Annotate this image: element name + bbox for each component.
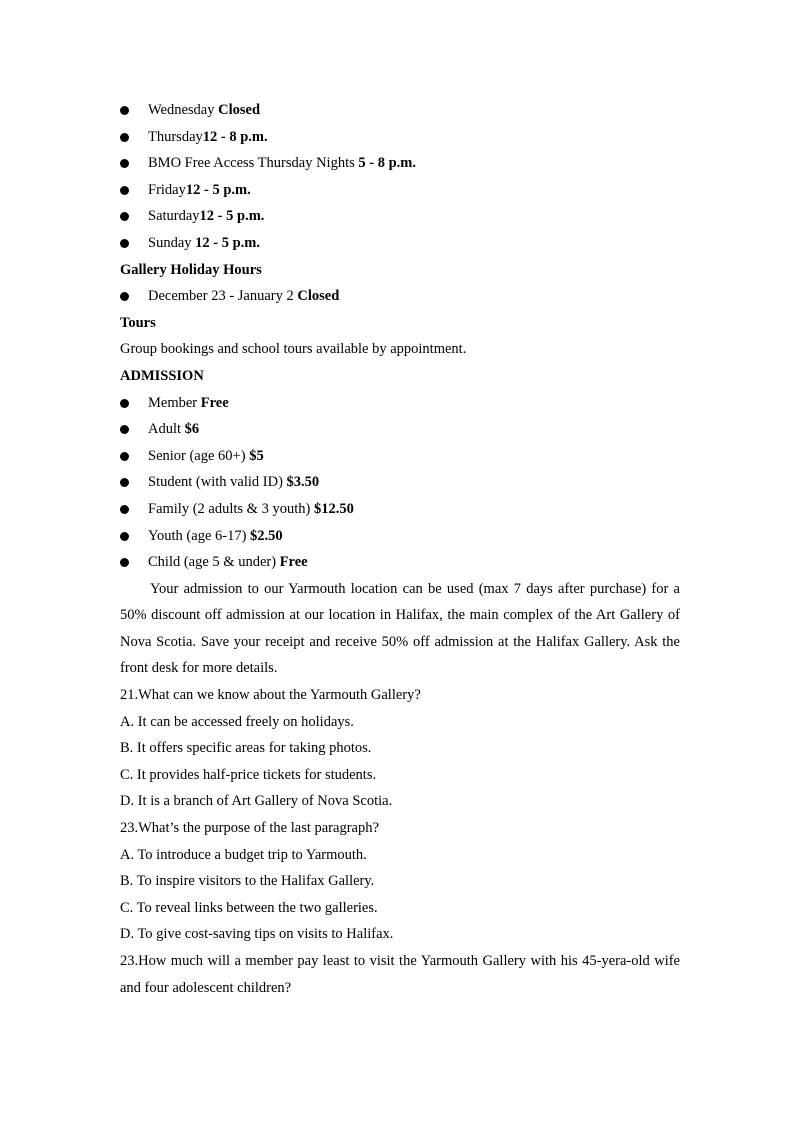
admission-item-youth (120, 523, 680, 550)
holiday-label: December 23 - January 2 (148, 288, 298, 305)
admission-label: Family (2 adults & 3 youth) (148, 500, 314, 517)
question-stem: 23.How much will a member pay least to visit the Yarmouth Gallery with his 45-yera-old wife and four adolescent children? (120, 953, 680, 996)
question-option-b: B. To inspire visitors to the Halifax Gallery. (120, 873, 375, 890)
hours-time: 12 - 5 p.m. (195, 234, 260, 251)
admission-price: $5 (249, 447, 264, 464)
question-option-d: D. To give cost-saving tips on visits to Halifax. (120, 926, 394, 943)
hours-day: BMO Free Access Thursday Nights (148, 155, 359, 172)
holiday-heading: Gallery Holiday Hours (120, 261, 262, 278)
admission-item-adult (120, 416, 680, 443)
question-23-purpose (120, 815, 680, 948)
admission-label: Adult (148, 421, 185, 438)
bullet-icon (120, 186, 129, 195)
bullet-icon (120, 478, 129, 487)
question-21 (120, 682, 680, 815)
hours-item-bmo-thursday-nights (120, 150, 680, 177)
admission-label: Student (with valid ID) (148, 474, 287, 491)
bullet-icon (120, 558, 129, 567)
holiday-item (120, 283, 680, 310)
bullet-icon (120, 425, 129, 434)
tours-text: Group bookings and school tours available by appointment. (120, 341, 467, 358)
admission-item-family (120, 496, 680, 523)
hours-item-sunday (120, 230, 680, 257)
admission-item-child (120, 549, 680, 576)
hours-item-thursday (120, 124, 680, 151)
question-23-cost (120, 948, 680, 1001)
admission-price: $12.50 (313, 500, 354, 517)
admission-label: Child (age 5 & under) (148, 554, 280, 571)
hours-day: Saturday (148, 208, 200, 225)
bullet-icon (120, 239, 129, 248)
admission-price: $2.50 (250, 527, 283, 544)
bullet-icon (120, 452, 129, 461)
hours-time: 12 - 5 p.m. (199, 208, 265, 225)
tours-heading: Tours (120, 314, 156, 331)
hours-item-saturday (120, 203, 680, 230)
admission-price: $3.50 (286, 474, 320, 491)
document-page (120, 97, 680, 1001)
question-stem: 23.What’s the purpose of the last paragraph? (120, 820, 379, 837)
admission-list (120, 390, 680, 576)
holiday-value: Closed (297, 288, 340, 305)
bullet-icon (120, 212, 129, 221)
hours-item-wednesday (120, 97, 680, 124)
question-stem: 21.What can we know about the Yarmouth Gallery? (120, 687, 421, 704)
hours-day: Thursday (148, 128, 203, 145)
hours-day: Friday (148, 181, 186, 198)
bullet-icon (120, 159, 129, 168)
question-option-b: B. It offers specific areas for taking photos. (120, 740, 372, 757)
bullet-icon (120, 505, 129, 514)
bullet-icon (120, 292, 129, 301)
question-option-c: C. To reveal links between the two galleries. (120, 899, 378, 916)
question-option-d: D. It is a branch of Art Gallery of Nova Scotia. (120, 793, 393, 810)
admission-label: Youth (age 6-17) (148, 527, 251, 544)
bullet-icon (120, 532, 129, 541)
hours-time: 5 - 8 p.m. (358, 155, 416, 172)
admission-item-member (120, 390, 680, 417)
admission-price: Free (200, 394, 229, 411)
hours-list (120, 97, 680, 257)
bullet-icon (120, 399, 129, 408)
hours-item-friday (120, 177, 680, 204)
hours-time: 12 - 5 p.m. (185, 181, 251, 198)
hours-time: 12 - 8 p.m. (202, 128, 268, 145)
admission-paragraph: Your admission to our Yarmouth location can be used (max 7 days after purchase) for a 50% discount off admission at our location in Halifax, the main complex of the Art Gallery of Nova Scotia. Save your receipt and receive 50% off admission at the Halifax Gallery. Ask the front desk for more details. (120, 580, 680, 677)
admission-label: Member (148, 394, 201, 411)
admission-label: Senior (age 60+) (148, 447, 250, 464)
bullet-icon (120, 133, 129, 142)
bullet-icon (120, 106, 129, 115)
hours-day: Wednesday (148, 102, 219, 118)
question-option-a: A. It can be accessed freely on holidays. (120, 713, 354, 730)
admission-price: Free (279, 554, 308, 571)
question-option-a: A. To introduce a budget trip to Yarmouth. (120, 846, 367, 863)
hours-time: Closed (218, 102, 261, 118)
hours-day: Sunday (148, 234, 196, 251)
admission-heading: ADMISSION (120, 367, 204, 384)
admission-item-senior (120, 443, 680, 470)
question-option-c: C. It provides half-price tickets for students. (120, 766, 377, 783)
admission-item-student (120, 469, 680, 496)
admission-price: $6 (184, 421, 200, 438)
